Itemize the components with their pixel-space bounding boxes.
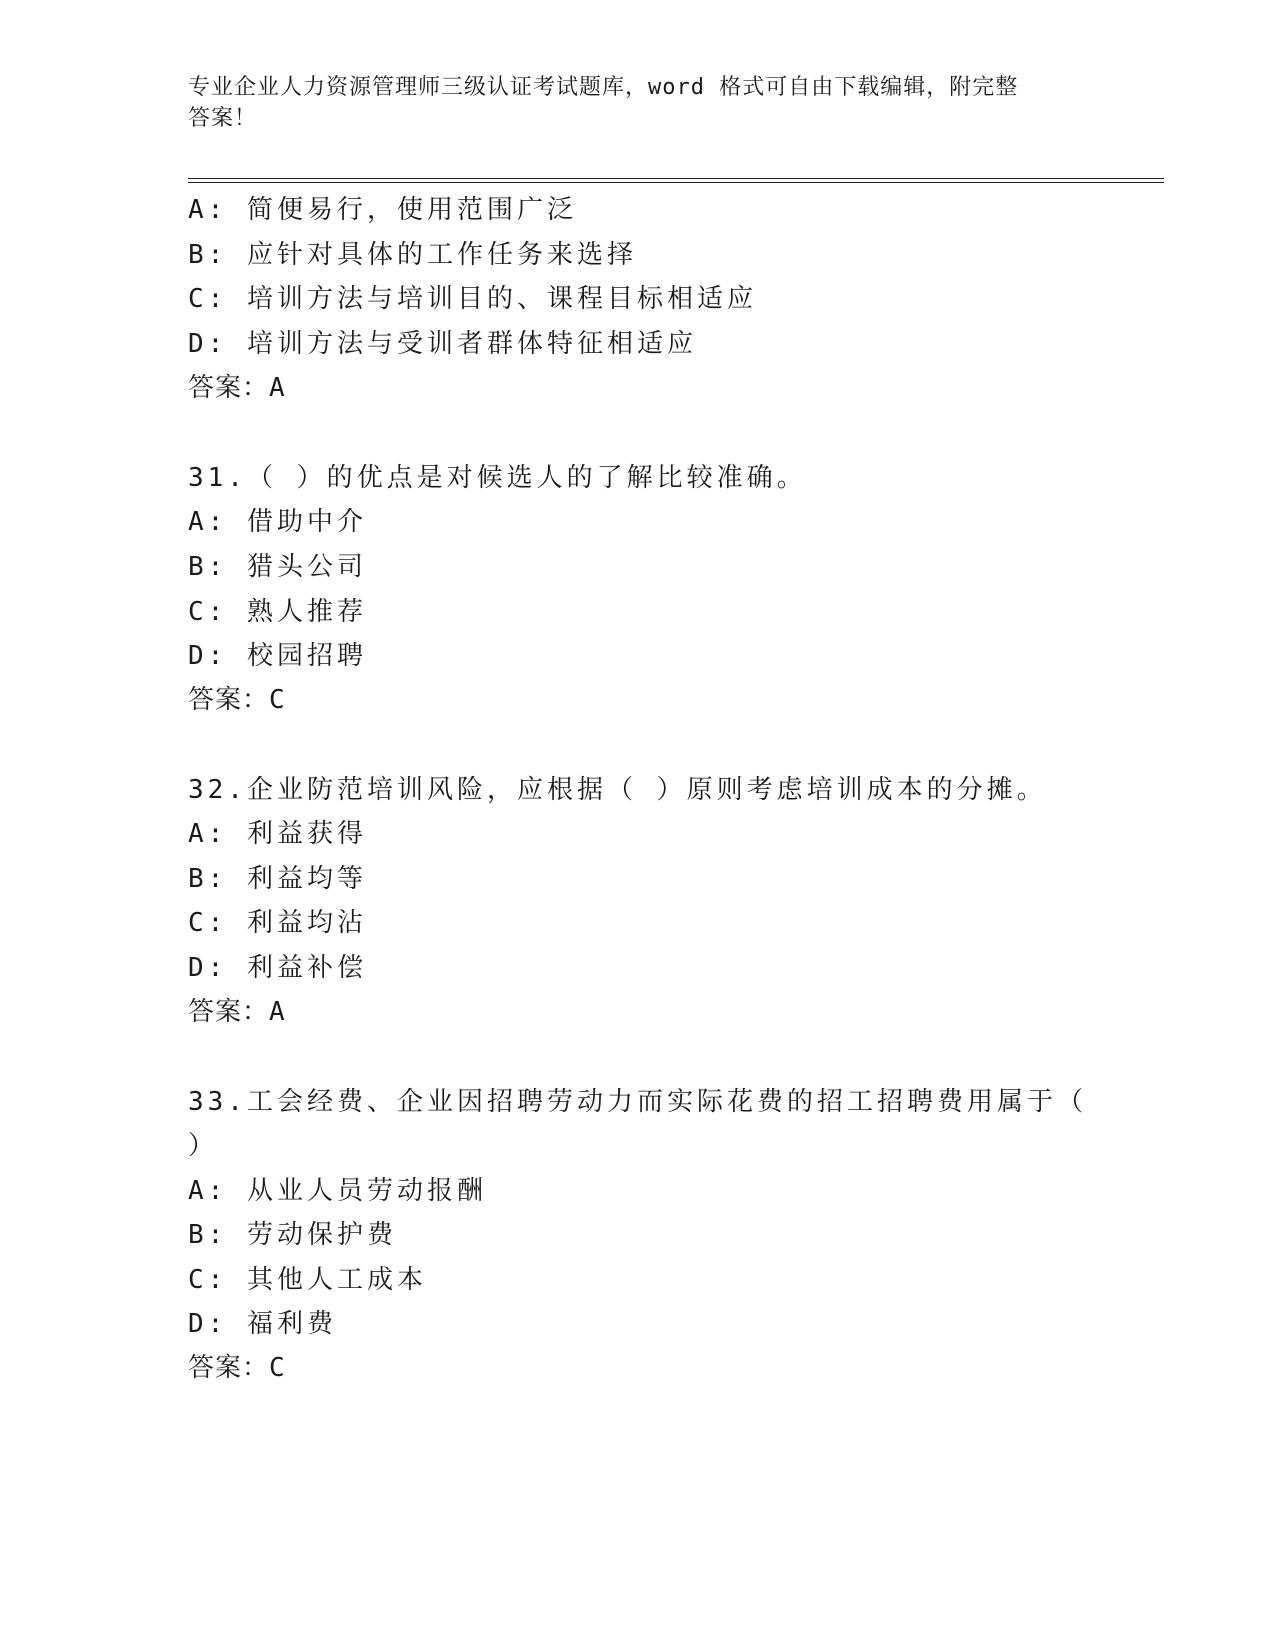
- q33-option-c: C: 其他人工成本: [188, 1265, 427, 1295]
- q32-option-b: B: 利益均等: [188, 864, 367, 894]
- page-header: [188, 72, 1078, 134]
- q31-option-a: A: 借助中介: [188, 507, 367, 537]
- answer-label: 答案：: [188, 1353, 270, 1383]
- q33-option-d: D: 福利费: [188, 1309, 337, 1339]
- q30-option-d: D: 培训方法与受训者群体特征相适应: [188, 329, 697, 359]
- q33-stem-line-1: 33.工会经费、企业因招聘劳动力而实际花费的招工招聘费用属于（: [188, 1087, 1087, 1117]
- q33-answer: [188, 1352, 286, 1384]
- q32-stem: 32.企业防范培训风险，应根据（ ）原则考虑培训成本的分摊。: [188, 775, 1047, 805]
- header-divider: [188, 178, 1164, 183]
- header-line-1: 专业企业人力资源管理师三级认证考试题库，word 格式可自由下载编辑，附完整: [188, 75, 1019, 100]
- answer-label: 答案：: [188, 997, 270, 1027]
- q30-option-a: A: 简便易行，使用范围广泛: [188, 195, 577, 225]
- answer-label: 答案：: [188, 373, 270, 403]
- q31-answer: [188, 684, 286, 716]
- answer-value: A: [269, 373, 286, 403]
- answer-value: C: [269, 685, 286, 715]
- q32-option-c: C: 利益均沾: [188, 908, 367, 938]
- q30-answer: [188, 372, 286, 404]
- answer-value: A: [269, 997, 286, 1027]
- q31-option-c: C: 熟人推荐: [188, 597, 367, 627]
- q32-answer: [188, 996, 286, 1028]
- q31-stem: 31.（ ）的优点是对候选人的了解比较准确。: [188, 463, 807, 493]
- header-line-2: 答案！: [188, 106, 258, 131]
- q30-option-b: B: 应针对具体的工作任务来选择: [188, 240, 637, 270]
- q31-option-b: B: 猎头公司: [188, 552, 367, 582]
- q33-option-a: A: 从业人员劳动报酬: [188, 1176, 487, 1206]
- answer-label: 答案：: [188, 685, 270, 715]
- q33-option-b: B: 劳动保护费: [188, 1220, 397, 1250]
- q33-stem-line-2: ）: [188, 1131, 219, 1161]
- q31-option-d: D: 校园招聘: [188, 641, 367, 671]
- q32-option-a: A: 利益获得: [188, 819, 367, 849]
- q32-option-d: D: 利益补偿: [188, 953, 367, 983]
- q30-option-c: C: 培训方法与培训目的、课程目标相适应: [188, 284, 757, 314]
- answer-value: C: [269, 1353, 286, 1383]
